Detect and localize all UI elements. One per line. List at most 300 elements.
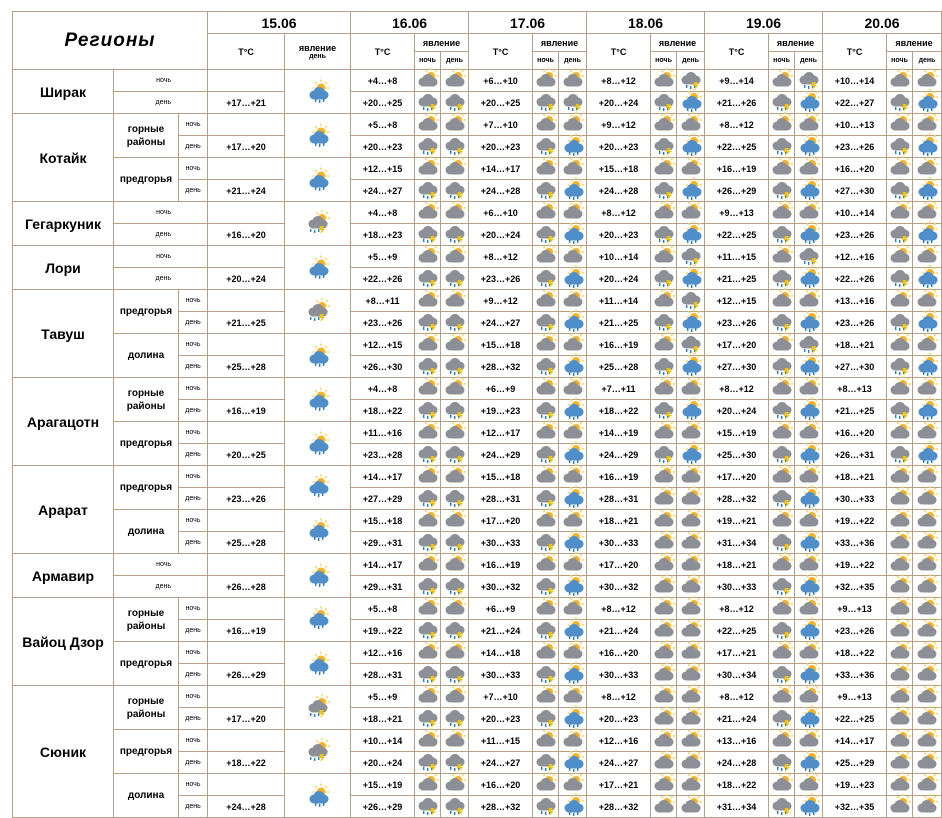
zone-name: горные районы [114,114,179,158]
weather-icon [285,730,351,774]
temperature-cell: +10…+14 [823,202,887,224]
weather-icon-night [415,268,441,290]
weather-icon-night [769,422,795,444]
temperature-cell: +20…+23 [469,136,533,158]
temperature-cell: +4…+8 [351,70,415,92]
weather-icon-night [415,532,441,554]
temperature-cell: +30…+33 [705,576,769,598]
weather-icon [285,686,351,730]
date-header: 15.06 [208,12,351,34]
temperature-cell [208,774,285,796]
temperature-cell: +26…+29 [208,664,285,686]
weather-icon-day [677,708,705,730]
date-header: 17.06 [469,12,587,34]
temperature-cell: +30…+33 [587,664,651,686]
weather-icon-night [651,510,677,532]
region-name: Арарат [13,466,114,554]
weather-icon-day [795,312,823,334]
weather-icon-day [913,114,942,136]
phenomenon-header [415,34,469,52]
weather-icon-day [677,774,705,796]
weather-icon-night [651,598,677,620]
weather-icon-night [415,158,441,180]
weather-icon-night [887,290,913,312]
temperature-cell: +20…+23 [351,136,415,158]
weather-icon-day [913,708,942,730]
weather-icon-night [651,752,677,774]
period-label: ночь [114,202,208,224]
weather-icon [285,378,351,422]
temperature-cell: +16…+19 [469,554,533,576]
weather-icon [285,290,351,334]
weather-icon-day [677,268,705,290]
weather-icon-night [769,620,795,642]
table-row [13,576,942,598]
temperature-cell: +20…+23 [587,708,651,730]
weather-icon-night [533,180,559,202]
temperature-cell: +24…+27 [469,312,533,334]
period-label: ночь [114,246,208,268]
zone-name: горные районы [114,378,179,422]
period-label: день [179,664,208,686]
temperature-cell: +15…+19 [351,774,415,796]
temperature-cell: +8…+12 [705,686,769,708]
weather-icon-day [441,774,469,796]
weather-icon-day [559,554,587,576]
weather-icon-day [677,312,705,334]
temperature-cell: +17…+21 [587,774,651,796]
weather-icon-day [795,444,823,466]
weather-icon-day [677,422,705,444]
temperature-cell: +27…+30 [705,356,769,378]
weather-icon-night [415,114,441,136]
temperature-cell: +27…+30 [823,180,887,202]
temperature-cell: +30…+33 [823,488,887,510]
weather-icon-day [441,400,469,422]
weather-icon-night [651,730,677,752]
weather-icon-day [795,378,823,400]
weather-icon-day [677,730,705,752]
weather-icon-day [441,202,469,224]
period-label: ночь [179,510,208,532]
table-row [13,730,942,752]
weather-icon-night [533,246,559,268]
weather-icon-day [441,334,469,356]
temperature-cell: +18…+21 [823,466,887,488]
weather-icon-night [769,466,795,488]
weather-icon-day [441,796,469,818]
weather-icon-night [415,334,441,356]
temperature-cell: +22…+26 [823,268,887,290]
weather-icon-night [769,92,795,114]
weather-icon-night [887,92,913,114]
weather-icon-day [559,334,587,356]
weather-icon-day [441,554,469,576]
weather-icon-day [677,290,705,312]
weather-icon-night [769,664,795,686]
weather-icon-day [913,730,942,752]
phenomenon-header [533,34,587,52]
temperature-cell: +24…+28 [469,180,533,202]
weather-icon-day [559,290,587,312]
temperature-cell: +11…+15 [705,246,769,268]
temp-column-header: T°C [208,34,285,70]
weather-icon-day [559,532,587,554]
weather-icon-night [769,356,795,378]
temperature-cell: +21…+24 [208,180,285,202]
weather-icon-day [795,774,823,796]
weather-icon-day [677,70,705,92]
weather-icon-night [887,598,913,620]
temperature-cell: +23…+26 [705,312,769,334]
weather-icon-day [913,444,942,466]
temperature-cell: +14…+17 [351,554,415,576]
weather-icon-night [651,246,677,268]
weather-icon-night [887,334,913,356]
table-row [13,554,942,576]
temperature-cell: +8…+12 [705,598,769,620]
temp-column-header: T°C [351,34,415,70]
weather-icon-night [533,774,559,796]
weather-icon-night [887,422,913,444]
weather-icon-night [769,488,795,510]
region-name: Вайоц Дзор [13,598,114,686]
weather-icon-night [651,664,677,686]
temperature-cell: +22…+25 [823,708,887,730]
temperature-cell: +28…+32 [705,488,769,510]
temperature-cell: +20…+24 [351,752,415,774]
temperature-cell: +9…+12 [587,114,651,136]
weather-icon-night [533,290,559,312]
period-label: день [179,400,208,422]
weather-icon-day [677,246,705,268]
weather-icon-day [441,488,469,510]
weather-icon-night [533,114,559,136]
weather-icon-night [415,796,441,818]
weather-icon [285,334,351,378]
weather-icon-day [795,796,823,818]
period-label: ночь [179,598,208,620]
weather-icon-day [559,400,587,422]
weather-icon-night [769,642,795,664]
weather-icon-night [651,356,677,378]
table-row [13,774,942,796]
zone-name: долина [114,510,179,554]
weather-icon-night [415,576,441,598]
weather-icon-day [913,488,942,510]
temperature-cell: +12…+15 [705,290,769,312]
temperature-cell: +24…+27 [351,180,415,202]
weather-icon-night [415,488,441,510]
weather-icon-day [795,92,823,114]
weather-icon-night [415,180,441,202]
temperature-cell: +25…+30 [705,444,769,466]
weather-icon-night [533,378,559,400]
weather-icon-night [651,576,677,598]
weather-icon-day [913,180,942,202]
temperature-cell: +26…+30 [351,356,415,378]
temperature-cell: +24…+29 [469,444,533,466]
temperature-cell: +8…+12 [587,202,651,224]
weather-icon-night [887,378,913,400]
temperature-cell: +5…+8 [351,114,415,136]
weather-icon-day [441,114,469,136]
weather-icon-day [795,70,823,92]
temperature-cell: +18…+22 [587,400,651,422]
temperature-cell: +10…+14 [351,730,415,752]
temperature-cell: +17…+20 [208,708,285,730]
temperature-cell [208,598,285,620]
night-subheader: ночь [651,52,677,70]
weather-icon-day [913,290,942,312]
weather-icon-night [887,708,913,730]
weather-icon-night [769,774,795,796]
temperature-cell: +28…+31 [587,488,651,510]
temperature-cell: +16…+19 [587,334,651,356]
weather-icon-night [887,70,913,92]
temperature-cell: +14…+17 [469,158,533,180]
temperature-cell: +30…+34 [705,664,769,686]
temperature-cell: +17…+20 [469,510,533,532]
temperature-cell: +31…+34 [705,532,769,554]
weather-icon-night [415,422,441,444]
temperature-cell: +21…+26 [705,92,769,114]
temperature-cell: +20…+25 [208,444,285,466]
temperature-cell: +24…+27 [587,752,651,774]
temperature-cell: +17…+20 [705,466,769,488]
temperature-cell: +9…+13 [823,598,887,620]
temperature-cell: +23…+26 [823,136,887,158]
weather-icon-day [559,114,587,136]
temperature-cell: +16…+20 [469,774,533,796]
temperature-cell: +8…+12 [705,378,769,400]
weather-icon-night [651,158,677,180]
period-label: ночь [179,422,208,444]
temperature-cell: +20…+24 [587,92,651,114]
weather-icon-day [441,378,469,400]
weather-icon-night [887,202,913,224]
weather-icon-day [441,466,469,488]
weather-icon-day [677,686,705,708]
weather-icon-day [441,290,469,312]
weather-icon-day [795,532,823,554]
temperature-cell: +14…+17 [823,730,887,752]
temp-column-header: T°C [705,34,769,70]
weather-icon-day [559,224,587,246]
weather-icon-day [677,92,705,114]
weather-icon-night [533,70,559,92]
temperature-cell: +21…+25 [705,268,769,290]
region-name: Армавир [13,554,114,598]
period-label: день [179,708,208,730]
temperature-cell: +24…+28 [705,752,769,774]
temperature-cell: +6…+9 [469,598,533,620]
temperature-cell: +21…+24 [469,620,533,642]
temperature-cell: +10…+14 [823,70,887,92]
table-row [13,114,942,136]
temperature-cell: +19…+22 [823,510,887,532]
weather-icon-night [415,400,441,422]
temperature-cell: +26…+28 [208,576,285,598]
temperature-cell: +19…+21 [705,510,769,532]
temperature-cell [208,246,285,268]
weather-icon-day [677,488,705,510]
temperature-cell: +22…+25 [705,136,769,158]
temperature-cell: +30…+33 [469,664,533,686]
temperature-cell: +23…+28 [351,444,415,466]
day-subheader: день [795,52,823,70]
temperature-cell: +16…+19 [208,620,285,642]
table-row [13,92,942,114]
weather-icon-day [441,158,469,180]
temperature-cell: +23…+26 [208,488,285,510]
weather-icon-day [441,730,469,752]
temperature-cell: +10…+14 [587,246,651,268]
temperature-cell: +16…+20 [823,422,887,444]
temperature-cell: +12…+17 [469,422,533,444]
weather-icon-day [677,598,705,620]
temperature-cell: +24…+27 [469,752,533,774]
temperature-cell: +20…+23 [587,224,651,246]
period-label: ночь [179,642,208,664]
temperature-cell: +29…+31 [351,532,415,554]
temperature-cell [208,686,285,708]
weather-icon-night [533,422,559,444]
weather-icon [285,70,351,114]
weather-icon-night [651,180,677,202]
temperature-cell: +23…+26 [823,620,887,642]
temperature-cell: +22…+26 [351,268,415,290]
weather-icon-day [559,774,587,796]
weather-icon-day [559,356,587,378]
weather-icon-night [887,686,913,708]
weather-icon-night [769,730,795,752]
weather-icon-night [415,246,441,268]
temperature-cell: +12…+16 [823,246,887,268]
weather-icon-day [677,510,705,532]
table-row [13,378,942,400]
weather-icon-night [769,70,795,92]
temperature-cell: +18…+23 [351,224,415,246]
temperature-cell: +25…+28 [208,356,285,378]
period-label: день [179,180,208,202]
night-subheader: ночь [533,52,559,70]
weather-icon-day [441,620,469,642]
weather-icon [285,158,351,202]
weather-icon-day [795,598,823,620]
temperature-cell: +15…+18 [469,334,533,356]
weather-icon-day [441,92,469,114]
temperature-cell: +25…+29 [823,752,887,774]
weather-icon-night [887,466,913,488]
temperature-cell [208,730,285,752]
weather-icon-night [651,224,677,246]
temp-column-header: T°C [587,34,651,70]
weather-icon-night [651,422,677,444]
weather-icon-day [441,136,469,158]
weather-icon-day [559,92,587,114]
weather-icon-day [441,224,469,246]
night-subheader: ночь [769,52,795,70]
weather-icon-night [769,554,795,576]
temperature-cell: +21…+25 [823,400,887,422]
weather-icon-night [533,730,559,752]
weather-icon-night [651,400,677,422]
night-subheader: ночь [887,52,913,70]
temp-column-header: T°C [823,34,887,70]
weather-icon-day [559,444,587,466]
temperature-cell: +17…+21 [208,92,285,114]
temperature-cell: +18…+22 [823,642,887,664]
temperature-cell: +6…+10 [469,70,533,92]
temperature-cell: +29…+31 [351,576,415,598]
weather-icon-day [795,334,823,356]
weather-icon-day [441,708,469,730]
weather-icon-day [677,620,705,642]
weather-icon-night [651,114,677,136]
weather-icon-day [795,246,823,268]
temperature-cell: +5…+9 [351,246,415,268]
phenomenon-header [651,34,705,52]
table-row [13,642,942,664]
temperature-cell [208,158,285,180]
weather-icon-night [887,664,913,686]
phenomenon-header [769,34,823,52]
weather-icon-night [533,224,559,246]
temperature-cell: +8…+12 [705,114,769,136]
phenomenon-header [285,34,351,70]
weather-icon-day [441,532,469,554]
weather-icon-night [533,686,559,708]
weather-icon [285,598,351,642]
table-row [13,268,942,290]
weather-icon-night [533,488,559,510]
period-label: день [179,312,208,334]
forecast-table [12,11,942,818]
region-name: Арагацотн [13,378,114,466]
weather-icon-day [559,730,587,752]
weather-icon-night [887,444,913,466]
table-row [13,466,942,488]
temperature-cell: +11…+14 [587,290,651,312]
region-name: Сюник [13,686,114,818]
weather-icon-night [533,576,559,598]
temperature-cell: +9…+13 [705,202,769,224]
temperature-cell: +16…+20 [823,158,887,180]
weather-icon-day [677,114,705,136]
table-row [13,224,942,246]
zone-name: предгорья [114,422,179,466]
weather-icon-day [677,224,705,246]
weather-icon-day [913,598,942,620]
temperature-cell: +23…+26 [823,312,887,334]
weather-icon-day [677,752,705,774]
weather-icon-day [913,796,942,818]
weather-icon-day [795,224,823,246]
period-label: ночь [179,774,208,796]
table-row [13,290,942,312]
temperature-cell: +12…+15 [351,334,415,356]
temperature-cell: +25…+28 [208,532,285,554]
weather-icon-day [913,158,942,180]
temperature-cell [208,466,285,488]
temperature-cell: +24…+28 [208,796,285,818]
period-label: ночь [179,466,208,488]
temperature-cell: +18…+21 [823,334,887,356]
weather-icon-day [677,444,705,466]
weather-icon-day [795,510,823,532]
weather-icon-night [533,664,559,686]
